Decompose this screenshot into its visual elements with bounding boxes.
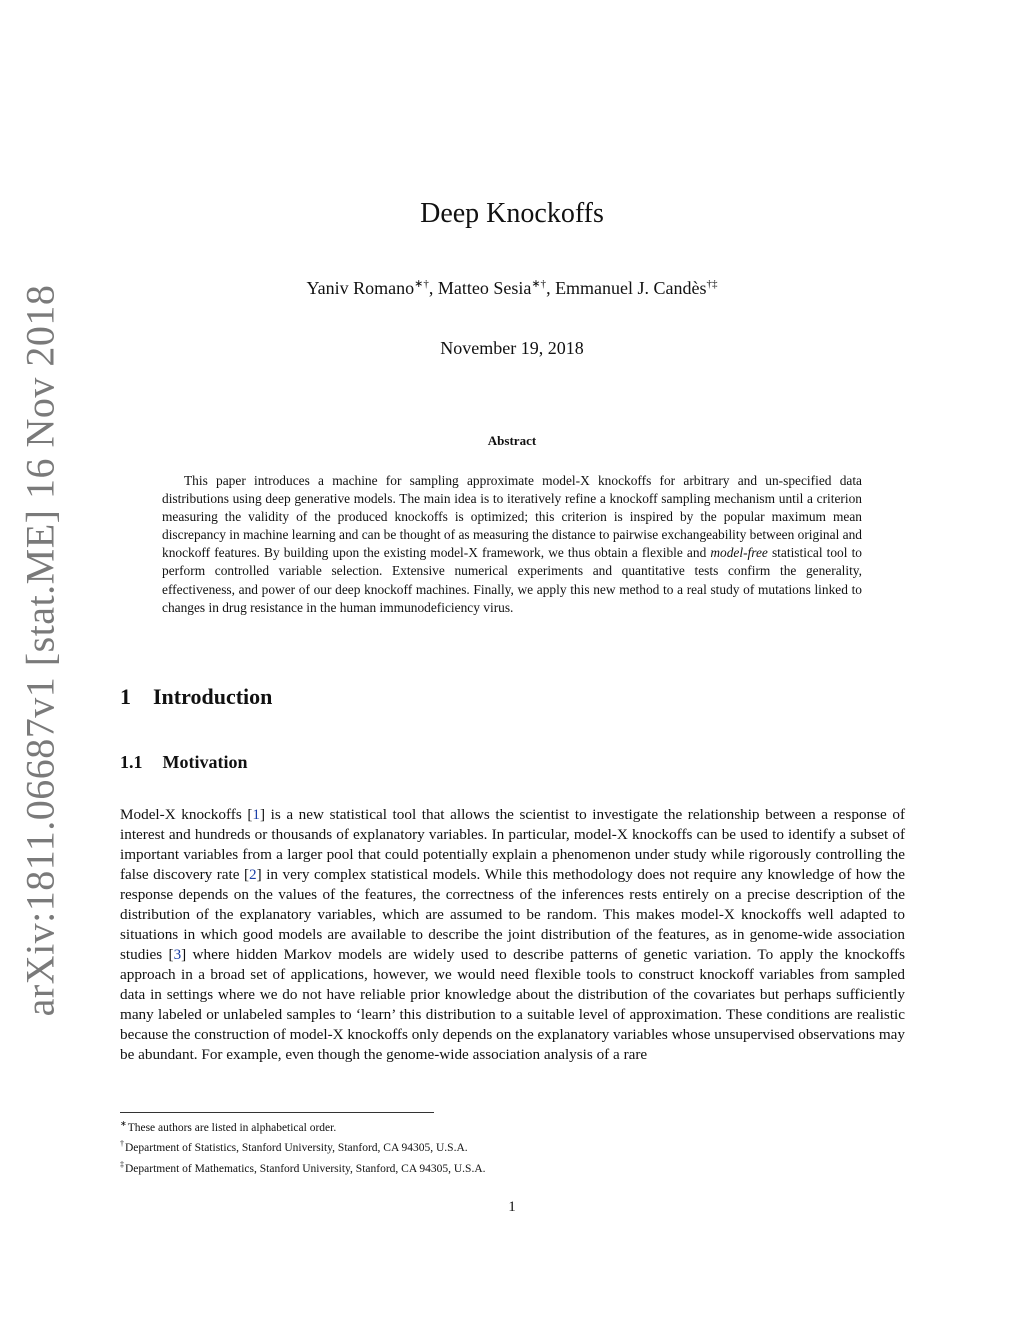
arxiv-identifier: arXiv:1811.06687v1 [stat.ME] 16 Nov 2018 (17, 284, 63, 1016)
footnote (120, 1136, 820, 1156)
subsection-heading (120, 752, 248, 773)
footnotes (120, 1116, 820, 1177)
subsection-title: Motivation (162, 752, 248, 772)
footnote-text: These authors are listed in alphabetical order. (127, 1121, 337, 1134)
author-name: Yaniv Romano (306, 278, 415, 298)
section-title: Introduction (153, 684, 273, 709)
citation-link[interactable]: 1 (252, 806, 260, 823)
footnote-mark: † (120, 1139, 124, 1149)
abstract-heading: Abstract (487, 433, 537, 448)
citation-link[interactable]: 3 (173, 946, 182, 963)
abstract-text: This paper introduces a machine for sampling approximate model-X knockoffs for arbitrary and un-specified data distributions using deep generative models. The main idea is to iteratively refine a knockoff sampling mechanism until a criterion measuring the validity of the produced knockoffs is optimized; this criterion is inspired by the popular maximum mean discrepancy in machine learning and can be thought of as measuring the distance to pairwise exchangeability between original and knockoff features. By building upon the existing model-X framework, we thus obtain a flexible and model-free statistical tool to perform controlled variable selection. Extensive numerical experiments and quantitative tests confirm the generality, effectiveness, and power of our deep knockoff machines. Finally, we apply this new method to a real study of mutations linked to changes in drug resistance in the human immunodeficiency virus. (162, 473, 862, 615)
author-list: Yaniv Romano∗†, Matteo Sesia∗†, Emmanuel J. Candès†‡ (306, 278, 718, 298)
subsection-number: 1.1 (120, 752, 143, 772)
footnote (120, 1157, 820, 1177)
author-affiliation-marks: ∗† (414, 278, 429, 290)
section-number: 1 (120, 684, 131, 709)
body-paragraph: Model-X knockoffs [1] is a new statistical tool that allows the scientist to investigate the relationship between a response of interest and hundreds or thousands of explanatory variables. In particular, model-X knockoffs can be used to identify a subset of important variables from a larger pool that could potentially explain a phenomenon under study while rigorously controlling the false discovery rate [2] in very complex statistical models. While this methodology does not require any knowledge of how the response depends on the values of the features, the correctness of the inferences rests entirely on a precise description of the distribution of the explanatory variables, which are assumed to be random. This makes model-X knockoffs well adapted to situations in which good models are available to describe the joint distribution of the features, as in genome-wide association studies [3] where hidden Markov models are widely used to describe patterns of genetic variation. To apply the knockoffs approach in a broad set of applications, however, we would need flexible tools to construct knockoff variables from sampled data in settings where we do not have reliable prior knowledge about the distribution of the covariates but perhaps sufficiently many labeled or unlabeled samples to ‘learn’ this distribution to a suitable level of approximation. These conditions are realistic because the construction of model-X knockoffs only depends on the explanatory variables whose unsupervised observations may be abundant. For example, even though the genome-wide association analysis of a rare (120, 806, 906, 1063)
footnote-mark: ‡ (120, 1159, 124, 1169)
section-heading (120, 684, 272, 710)
author-name: Matteo Sesia (437, 278, 532, 298)
footnote-divider (120, 1112, 434, 1113)
citation-link[interactable]: 2 (249, 866, 257, 883)
author-affiliation-marks: †‡ (706, 278, 718, 290)
footnote-mark: ∗ (120, 1119, 127, 1128)
publication-date: November 19, 2018 (440, 338, 584, 358)
footnote-text: Department of Statistics, Stanford University, Stanford, CA 94305, U.S.A. (125, 1142, 468, 1155)
footnote (120, 1116, 820, 1136)
author-affiliation-marks: ∗† (531, 278, 547, 290)
footnote-text: Department of Mathematics, Stanford University, Stanford, CA 94305, U.S.A. (125, 1162, 486, 1175)
author-name: Emmanuel J. Candès (555, 278, 707, 298)
abstract-emphasis: model-free (710, 545, 768, 561)
paper-title: Deep Knockoffs (420, 198, 604, 229)
page-number: 1 (508, 1199, 516, 1215)
